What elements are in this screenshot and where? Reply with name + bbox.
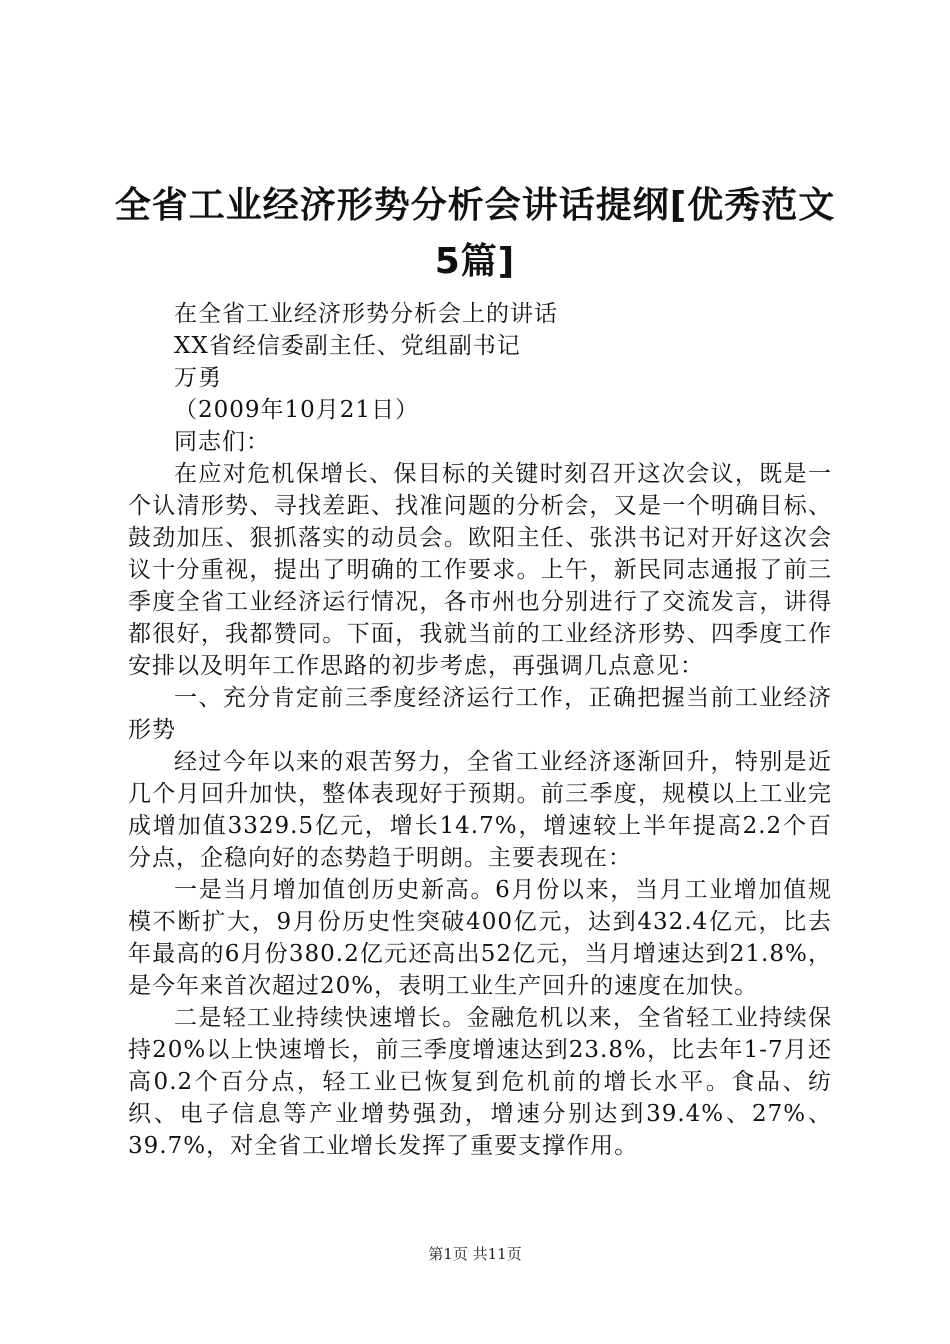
document-body [128,298,832,1162]
paragraph-point-2: 二是轻工业持续快速增长。金融危机以来，全省轻工业持续保持20%以上快速增长，前三季度增速达到23.8%，比去年1-7月还高0.2个百分点，轻工业已恢复到危机前的增长水平。食品、纺织、电子信息等产业增势强劲，增速分别达到39.4%、27%、39.7%，对全省工业增长发挥了重要支撑作用。 [128,1005,832,1159]
speaker-position: XX省经信委副主任、党组副书记 [174,333,521,359]
page-footer: 第1页 共11页 [428,1245,522,1263]
paragraph-overview: 经过今年以来的艰苦努力，全省工业经济逐渐回升，特别是近几个月回升加快，整体表现好于预期。前三季度，规模以上工业完成增加值3329.5亿元，增长14.7%，增速较上半年提高2.2个百分点，企稳向好的态势趋于明朗。主要表现在： [128,749,832,871]
speech-date: （2009年10月21日） [174,397,420,423]
paragraph-point-1: 一是当月增加值创历史新高。6月份以来，当月工业增加值规模不断扩大，9月份历史性突破400亿元，达到432.4亿元，比去年最高的6月份380.2亿元还高出52亿元，当月增速达到21.8%，是今年来首次超过20%，表明工业生产回升的速度在加快。 [128,877,832,999]
salutation: 同志们： [174,429,270,455]
speech-heading: 在全省工业经济形势分析会上的讲话 [174,301,558,327]
document-title: 全省工业经济形势分析会讲话提纲[优秀范文5篇] [114,185,836,282]
paragraph-intro: 在应对危机保增长、保目标的关键时刻召开这次会议，既是一个认清形势、寻找差距、找准问题的分析会，又是一个明确目标、鼓劲加压、狠抓落实的动员会。欧阳主任、张洪书记对开好这次会议十分重视，提出了明确的工作要求。上午，新民同志通报了前三季度全省工业经济运行情况，各市州也分别进行了交流发言，讲得都很好，我都赞同。下面，我就当前的工业经济形势、四季度工作安排以及明年工作思路的初步考虑，再强调几点意见： [128,461,832,679]
speaker-name: 万勇 [174,365,222,391]
section-heading-1: 一、充分肯定前三季度经济运行工作，正确把握当前工业经济形势 [128,685,832,743]
